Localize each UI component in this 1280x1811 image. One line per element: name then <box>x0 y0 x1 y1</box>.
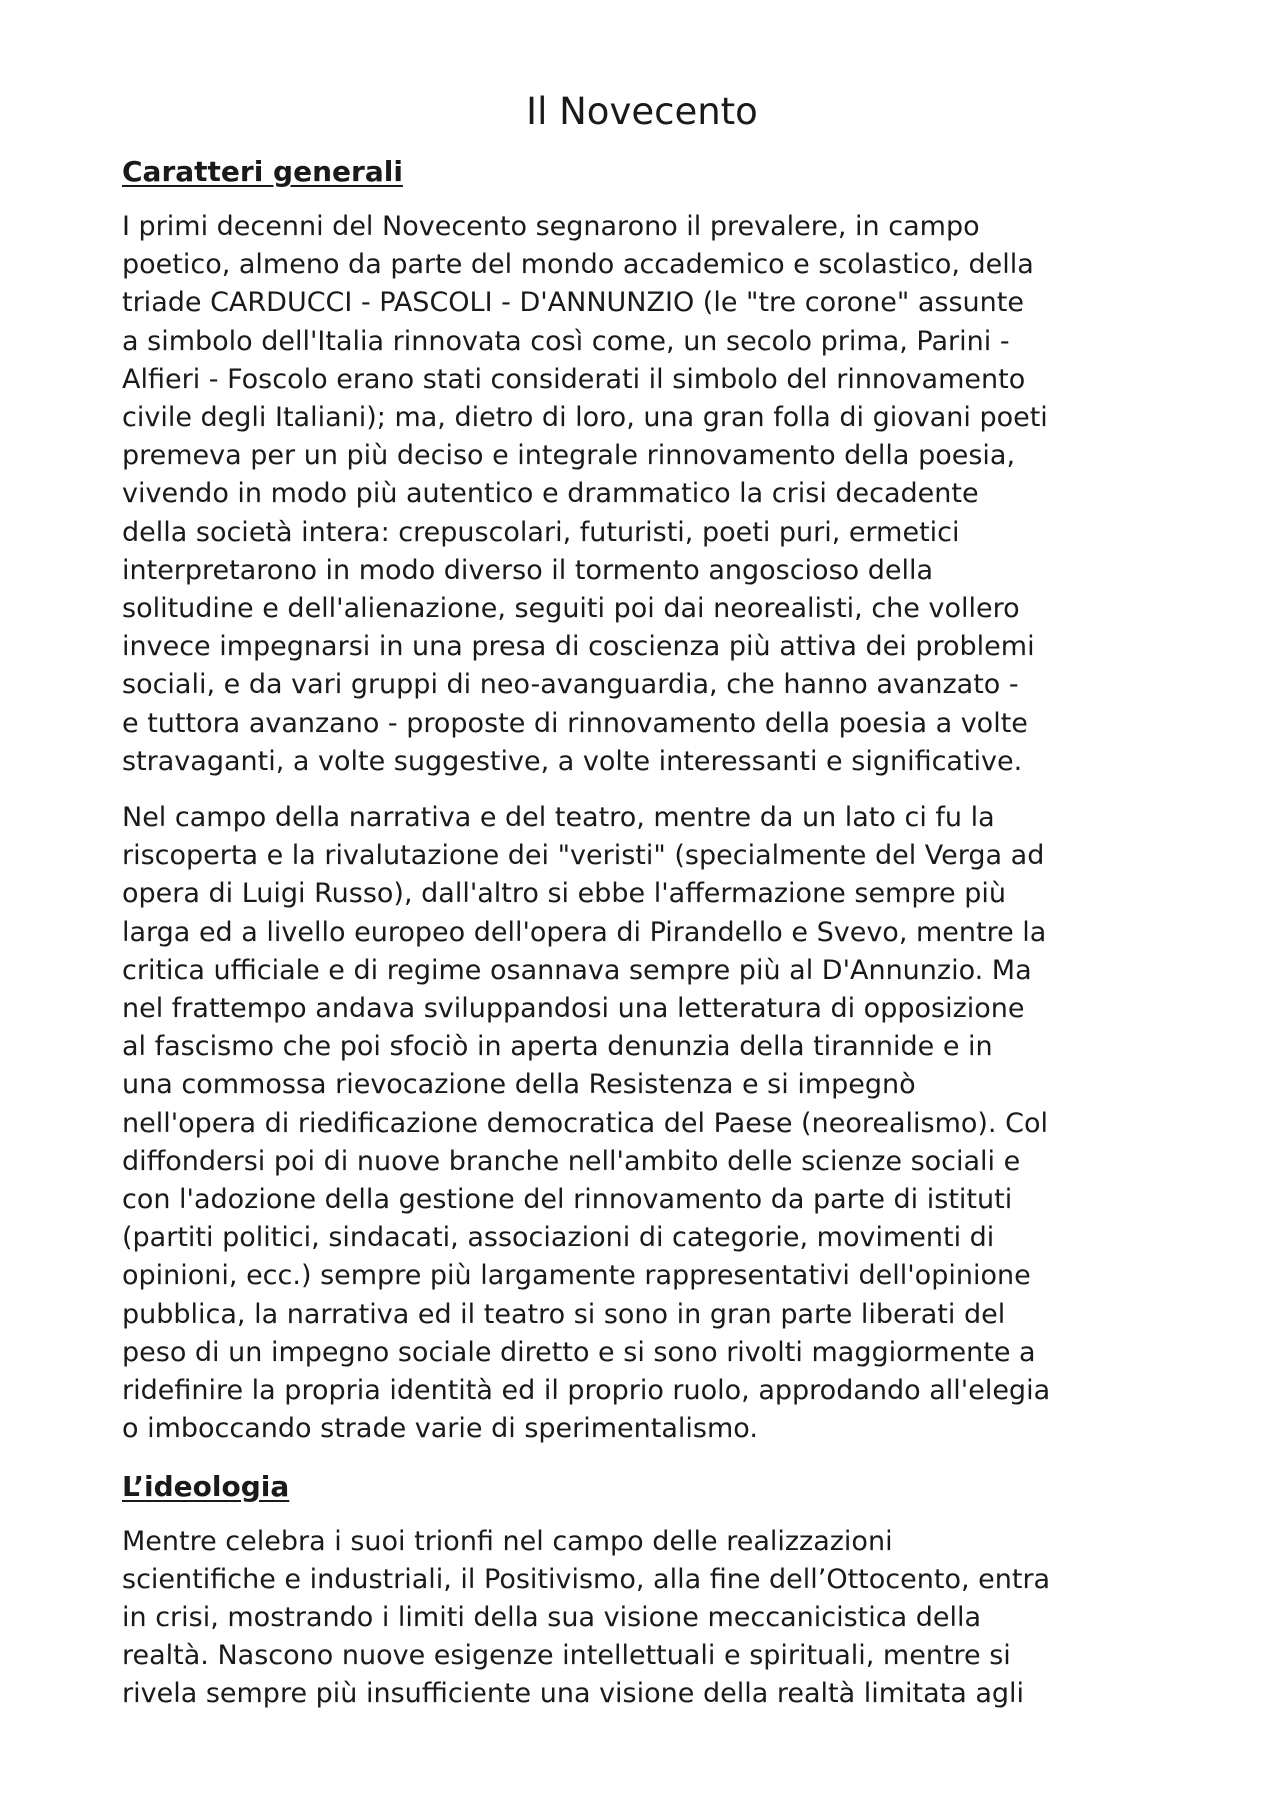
text-line: a simbolo dell'Italia rinnovata così come, un secolo prima, Parini - <box>122 325 1010 357</box>
text-line: poetico, almeno da parte del mondo accademico e scolastico, della <box>122 249 1034 281</box>
text-line: premeva per un più deciso e integrale rinnovamento della poesia, <box>122 440 1016 472</box>
text-line: rivela sempre più insufficiente una visione della realtà limitata agli <box>122 1678 1025 1710</box>
text-line: realtà. Nascono nuove esigenze intellettuali e spirituali, mentre si <box>122 1640 1011 1672</box>
paragraph <box>122 208 1172 781</box>
text-line: interpretarono in modo diverso il tormento angoscioso della <box>122 554 934 586</box>
text-line: Alfieri - Foscolo erano stati considerati il simbolo del rinnovamento <box>122 363 1026 395</box>
section-caratteri-generali <box>122 152 1172 1449</box>
text-line: stravaganti, a volte suggestive, a volte interessanti e significative. <box>122 745 1023 777</box>
text-line: o imboccando strade varie di sperimentalismo. <box>122 1413 758 1445</box>
text-line: nel frattempo andava sviluppandosi una letteratura di opposizione <box>122 993 1025 1025</box>
text-line: con l'adozione della gestione del rinnovamento da parte di istituti <box>122 1184 1013 1216</box>
text-line: opinioni, ecc.) sempre più largamente rappresentativi dell'opinione <box>122 1260 1031 1292</box>
text-line: riscoperta e la rivalutazione dei "veristi" (specialmente del Verga ad <box>122 840 1045 872</box>
text-line: critica ufficiale e di regime osannava sempre più al D'Annunzio. Ma <box>122 954 1032 986</box>
text-line: una commossa rievocazione della Resistenza e si impegnò <box>122 1069 916 1101</box>
text-line: in crisi, mostrando i limiti della sua visione meccanicistica della <box>122 1601 982 1633</box>
text-line: Nel campo della narrativa e del teatro, mentre da un lato ci fu la <box>122 802 995 834</box>
text-line: peso di un impegno sociale diretto e si sono rivolti maggiormente a <box>122 1336 1036 1368</box>
text-line: larga ed a livello europeo dell'opera di Pirandello e Svevo, mentre la <box>122 916 1047 948</box>
text-line: triade CARDUCCI - PASCOLI - D'ANNUNZIO (le "tre corone" assunte <box>122 287 1024 319</box>
section-heading: Caratteri generali <box>122 155 403 188</box>
text-line: opera di Luigi Russo), dall'altro si ebbe l'affermazione sempre più <box>122 878 1006 910</box>
text-line: I primi decenni del Novecento segnarono il prevalere, in campo <box>122 211 980 242</box>
text-line: Mentre celebra i suoi trionfi nel campo delle realizzazioni <box>122 1525 893 1557</box>
text-line: nell'opera di riedificazione democratica del Paese (neorealismo). Col <box>122 1107 1048 1139</box>
text-line: scientifiche e industriali, il Positivismo, alla fine dell’Ottocento, entra <box>122 1563 1051 1595</box>
page-title: Il Novecento <box>526 90 758 133</box>
text-line: civile degli Italiani); ma, dietro di loro, una gran folla di giovani poeti <box>122 402 1048 434</box>
paragraph <box>122 1523 1172 1714</box>
text-line: invece impegnarsi in una presa di coscienza più attiva dei problemi <box>122 631 1035 663</box>
text-line: sociali, e da vari gruppi di neo-avanguardia, che hanno avanzato - <box>122 669 1019 701</box>
document-page <box>122 86 1172 1732</box>
text-line: diffondersi poi di nuove branche nell'ambito delle scienze sociali e <box>122 1145 1021 1177</box>
text-line: vivendo in modo più autentico e drammatico la crisi decadente <box>122 478 979 510</box>
text-line: al fascismo che poi sfociò in aperta denunzia della tirannide e in <box>122 1031 993 1063</box>
text-line: pubblica, la narrativa ed il teatro si sono in gran parte liberati del <box>122 1298 1006 1330</box>
text-line: ridefinire la propria identità ed il proprio ruolo, approdando all'elegia <box>122 1375 1051 1407</box>
text-line: della società intera: crepuscolari, futuristi, poeti puri, ermetici <box>122 516 960 548</box>
section-heading: L’ideologia <box>122 1469 290 1503</box>
text-line: (partiti politici, sindacati, associazioni di categorie, movimenti di <box>122 1222 995 1254</box>
text-line: e tuttora avanzano - proposte di rinnovamento della poesia a volte <box>122 707 1028 739</box>
paragraph <box>122 799 1172 1448</box>
text-line: solitudine e dell'alienazione, seguiti poi dai neorealisti, che vollero <box>122 593 1020 625</box>
section-ideologia <box>122 1467 1172 1714</box>
